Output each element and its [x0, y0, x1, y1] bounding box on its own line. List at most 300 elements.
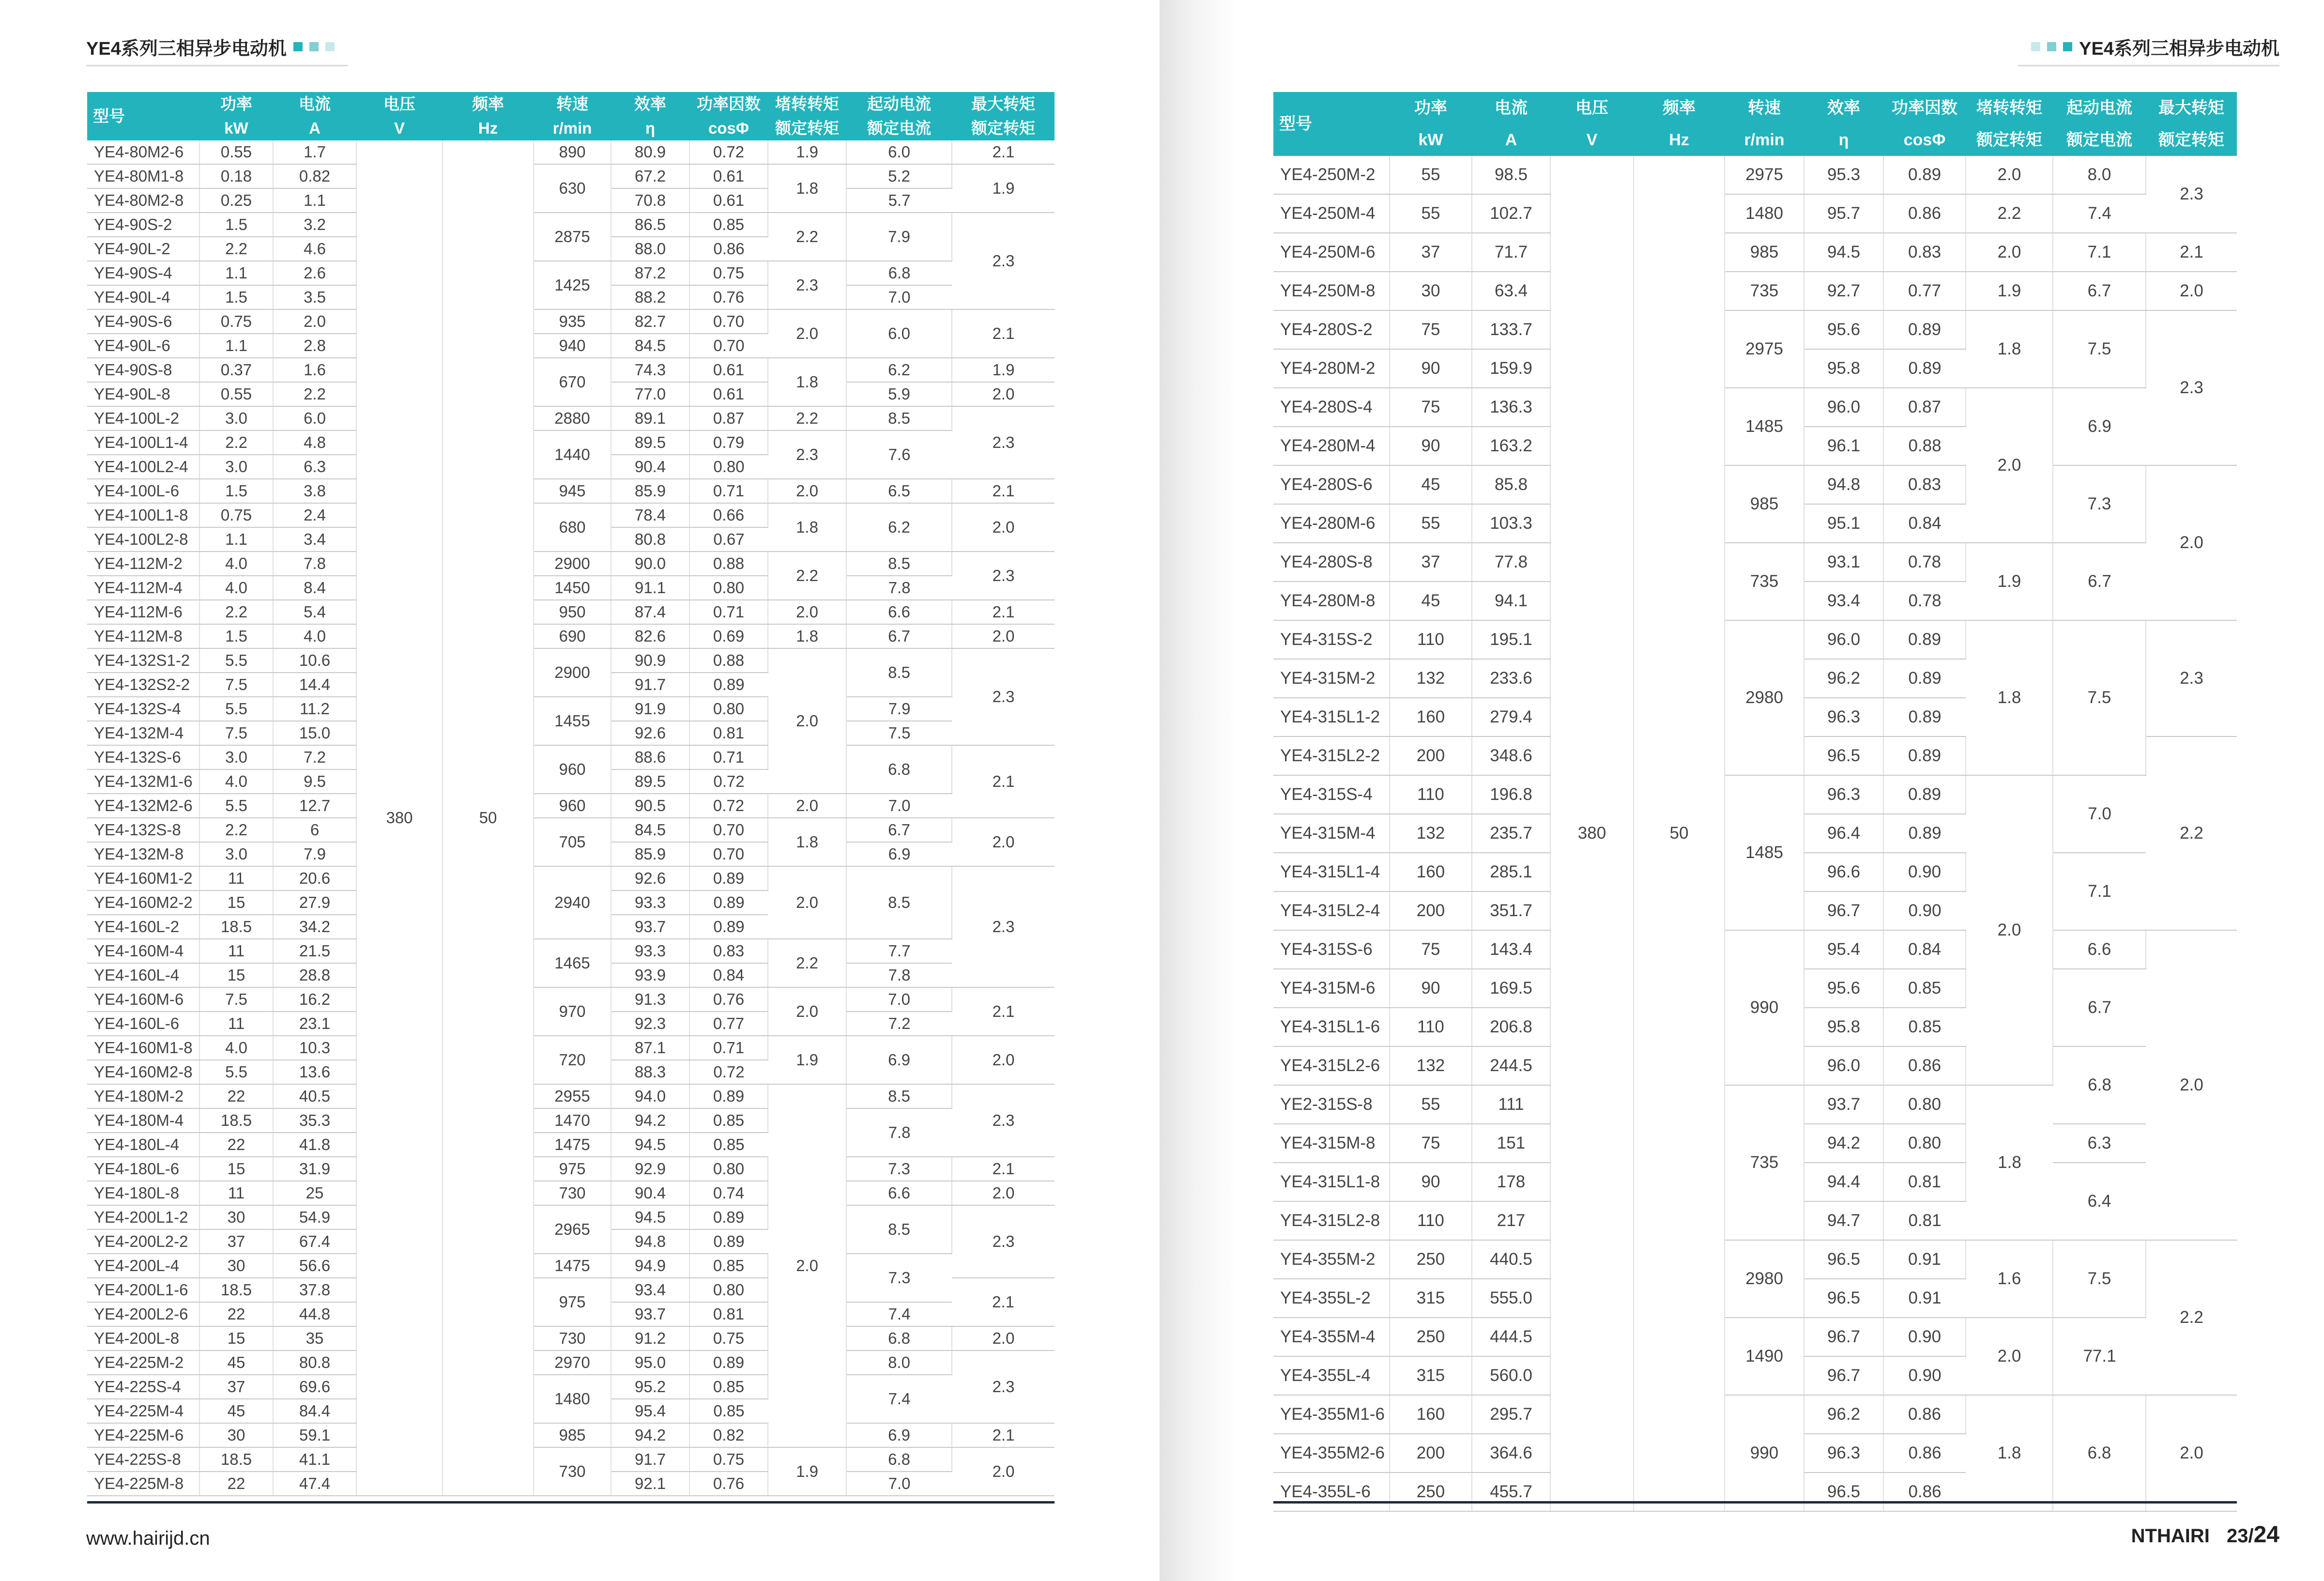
power-factor-cell: 0.76	[689, 1472, 768, 1496]
max-torque-ratio-cell: 2.3	[952, 406, 1055, 479]
model-cell: YE4-90S-4	[87, 261, 199, 285]
power-factor-cell: 0.90	[1883, 891, 1966, 930]
speed-cell: 1475	[534, 1133, 611, 1157]
current-cell: 98.5	[1472, 156, 1550, 194]
current-cell: 35.3	[273, 1108, 356, 1133]
efficiency-cell: 89.5	[611, 430, 689, 455]
starting-current-ratio-cell: 6.9	[846, 1423, 952, 1447]
column-header: 型号	[1273, 92, 1390, 156]
starting-current-ratio-cell: 5.9	[846, 382, 952, 406]
model-cell: YE4-132M1-6	[87, 769, 199, 794]
power-factor-cell: 0.89	[689, 673, 768, 697]
power-cell: 160	[1390, 853, 1472, 891]
efficiency-cell: 94.2	[611, 1108, 689, 1133]
current-cell: 206.8	[1472, 1008, 1550, 1046]
column-header: 电流	[1472, 92, 1550, 124]
efficiency-cell: 90.9	[611, 648, 689, 673]
column-unit: A	[273, 116, 356, 140]
efficiency-cell: 95.4	[1804, 930, 1883, 969]
power-cell: 18.5	[199, 915, 273, 939]
column-unit: 额定转矩	[1966, 124, 2053, 156]
locked-torque-ratio-cell: 2.0	[768, 479, 846, 503]
power-factor-cell: 0.75	[689, 1447, 768, 1472]
power-factor-cell: 0.70	[689, 309, 768, 334]
speed-cell: 680	[534, 503, 611, 552]
website-url[interactable]: www.hairijd.cn	[86, 1528, 210, 1549]
locked-torque-ratio-cell: 1.8	[1966, 1085, 2053, 1240]
left-table-header	[87, 92, 1055, 140]
starting-current-ratio-cell: 6.6	[846, 600, 952, 624]
model-cell: YE4-200L-4	[87, 1254, 199, 1278]
model-cell: YE4-200L1-2	[87, 1205, 199, 1229]
current-cell: 7.8	[273, 552, 356, 576]
power-cell: 110	[1390, 1008, 1472, 1046]
efficiency-cell: 96.7	[1804, 1318, 1883, 1356]
model-cell: YE4-315L2-4	[1273, 891, 1390, 930]
power-cell: 75	[1390, 1124, 1472, 1163]
model-cell: YE4-225S-4	[87, 1375, 199, 1399]
model-cell: YE4-315L1-6	[1273, 1008, 1390, 1046]
power-cell: 30	[199, 1423, 273, 1447]
model-cell: YE4-160M1-8	[87, 1036, 199, 1060]
left-page	[0, 0, 1160, 1581]
starting-current-ratio-cell: 6.2	[846, 503, 952, 552]
efficiency-cell: 89.1	[611, 406, 689, 430]
power-cell: 15	[199, 1326, 273, 1351]
starting-current-ratio-cell: 6.8	[2053, 1046, 2146, 1124]
column-unit: kW	[199, 116, 273, 140]
power-cell: 160	[1390, 698, 1472, 737]
locked-torque-ratio-cell: 2.0	[1966, 156, 2053, 194]
starting-current-ratio-cell: 7.0	[846, 285, 952, 309]
column-header: 电压	[1550, 92, 1634, 124]
efficiency-cell: 96.3	[1804, 1434, 1883, 1473]
table-row	[1273, 930, 2237, 969]
current-cell: 143.4	[1472, 930, 1550, 969]
table-row	[87, 1423, 1055, 1447]
locked-torque-ratio-cell: 1.9	[1966, 543, 2053, 620]
model-cell: YE4-100L2-4	[87, 455, 199, 479]
power-factor-cell: 0.61	[689, 358, 768, 382]
current-cell: 7.2	[273, 745, 356, 769]
current-cell: 111	[1472, 1085, 1550, 1124]
efficiency-cell: 82.7	[611, 309, 689, 334]
column-header: 功率因数	[689, 92, 768, 116]
current-cell: 85.8	[1472, 465, 1550, 504]
frequency-cell: 50	[443, 140, 534, 1496]
speed-cell: 985	[1725, 233, 1804, 272]
power-factor-cell: 0.83	[689, 939, 768, 963]
locked-torque-ratio-cell: 2.0	[768, 1084, 846, 1447]
starting-current-ratio-cell: 6.8	[846, 745, 952, 794]
locked-torque-ratio-cell: 2.3	[768, 430, 846, 479]
current-cell: 10.3	[273, 1036, 356, 1060]
efficiency-cell: 94.2	[1804, 1124, 1883, 1163]
column-unit: kW	[1390, 124, 1472, 156]
current-cell: 5.4	[273, 600, 356, 624]
speed-cell: 935	[534, 309, 611, 334]
efficiency-cell: 93.4	[1804, 582, 1883, 620]
efficiency-cell: 90.4	[611, 1181, 689, 1205]
starting-current-ratio-cell: 7.3	[846, 1157, 952, 1181]
locked-torque-ratio-cell: 2.0	[768, 309, 846, 358]
power-factor-cell: 0.83	[1883, 465, 1966, 504]
max-torque-ratio-cell: 2.1	[952, 479, 1055, 503]
column-header: 最大转矩	[2146, 92, 2237, 124]
efficiency-cell: 84.5	[611, 818, 689, 842]
column-header: 转速	[534, 92, 611, 116]
current-cell: 244.5	[1472, 1046, 1550, 1085]
starting-current-ratio-cell: 7.0	[846, 987, 952, 1012]
efficiency-cell: 86.5	[611, 213, 689, 237]
power-factor-cell: 0.80	[689, 455, 768, 479]
power-factor-cell: 0.84	[689, 963, 768, 987]
column-header: 功率	[1390, 92, 1472, 124]
model-cell: YE4-200L2-2	[87, 1229, 199, 1254]
power-factor-cell: 0.75	[689, 1326, 768, 1351]
power-factor-cell: 0.85	[689, 1133, 768, 1157]
power-factor-cell: 0.70	[689, 334, 768, 358]
power-cell: 7.5	[199, 987, 273, 1012]
efficiency-cell: 87.1	[611, 1036, 689, 1060]
speed-cell: 960	[534, 745, 611, 794]
header-square-icon	[2063, 42, 2072, 51]
max-torque-ratio-cell: 2.3	[952, 648, 1055, 745]
model-cell: YE4-355M-4	[1273, 1318, 1390, 1356]
model-cell: YE4-160M2-2	[87, 890, 199, 915]
header-square-icon	[309, 42, 319, 51]
starting-current-ratio-cell: 77.1	[2053, 1318, 2146, 1395]
current-cell: 35	[273, 1326, 356, 1351]
current-cell: 0.82	[273, 164, 356, 188]
locked-torque-ratio-cell: 1.6	[1966, 1240, 2053, 1318]
power-factor-cell: 0.89	[1883, 659, 1966, 698]
power-cell: 0.55	[199, 140, 273, 164]
starting-current-ratio-cell: 6.7	[846, 624, 952, 648]
column-unit: cosΦ	[689, 116, 768, 140]
speed-cell: 985	[1725, 465, 1804, 543]
power-factor-cell: 0.66	[689, 503, 768, 527]
model-cell: YE4-100L2-8	[87, 527, 199, 552]
efficiency-cell: 93.7	[611, 915, 689, 939]
current-cell: 195.1	[1472, 620, 1550, 659]
model-cell: YE4-315M-2	[1273, 659, 1390, 698]
table-row	[87, 1326, 1055, 1351]
current-cell: 351.7	[1472, 891, 1550, 930]
power-factor-cell: 0.80	[689, 697, 768, 721]
power-cell: 132	[1390, 659, 1472, 698]
speed-cell: 1485	[1725, 775, 1804, 930]
power-cell: 2.2	[199, 818, 273, 842]
model-cell: YE4-180L-4	[87, 1133, 199, 1157]
model-cell: YE4-315L1-8	[1273, 1163, 1390, 1201]
column-header: 电压	[356, 92, 443, 116]
starting-current-ratio-cell: 6.7	[846, 818, 952, 842]
power-factor-cell: 0.87	[1883, 388, 1966, 427]
power-cell: 3.0	[199, 406, 273, 430]
table-row	[1273, 388, 2237, 427]
efficiency-cell: 80.8	[611, 527, 689, 552]
power-factor-cell: 0.74	[689, 1181, 768, 1205]
efficiency-cell: 94.8	[611, 1229, 689, 1254]
current-cell: 12.7	[273, 794, 356, 818]
speed-cell: 735	[1725, 1085, 1804, 1240]
column-header: 功率	[199, 92, 273, 116]
model-cell: YE4-132S-6	[87, 745, 199, 769]
current-cell: 3.2	[273, 213, 356, 237]
starting-current-ratio-cell: 7.4	[846, 1302, 952, 1326]
table-row	[87, 358, 1055, 382]
current-cell: 1.6	[273, 358, 356, 382]
power-factor-cell: 0.89	[1883, 814, 1966, 853]
model-cell: YE4-80M2-6	[87, 140, 199, 164]
table-row	[87, 745, 1055, 769]
table-row	[87, 1254, 1055, 1278]
max-torque-ratio-cell: 2.1	[952, 309, 1055, 358]
power-cell: 1.1	[199, 334, 273, 358]
starting-current-ratio-cell: 6.8	[846, 1447, 952, 1472]
power-cell: 200	[1390, 891, 1472, 930]
model-cell: YE4-90S-6	[87, 309, 199, 334]
current-cell: 2.6	[273, 261, 356, 285]
model-cell: YE4-160M-6	[87, 987, 199, 1012]
power-factor-cell: 0.89	[689, 890, 768, 915]
efficiency-cell: 93.4	[611, 1278, 689, 1302]
locked-torque-ratio-cell: 2.2	[768, 552, 846, 600]
model-cell: YE4-132S-8	[87, 818, 199, 842]
column-header: 堵转转矩	[1966, 92, 2053, 124]
locked-torque-ratio-cell: 1.9	[1966, 272, 2053, 310]
power-cell: 15	[199, 1157, 273, 1181]
locked-torque-ratio-cell: 2.0	[768, 794, 846, 818]
efficiency-cell: 95.6	[1804, 310, 1883, 349]
model-cell: YE4-355M2-6	[1273, 1434, 1390, 1473]
voltage-cell: 380	[356, 140, 443, 1496]
current-cell: 295.7	[1472, 1395, 1550, 1434]
right-spec-table	[1273, 92, 2237, 1512]
power-factor-cell: 0.89	[1883, 737, 1966, 775]
speed-cell: 1450	[534, 576, 611, 600]
locked-torque-ratio-cell: 2.3	[768, 261, 846, 309]
model-cell: YE4-355L-6	[1273, 1473, 1390, 1511]
model-cell: YE4-315L1-4	[1273, 853, 1390, 891]
model-cell: YE4-132S1-2	[87, 648, 199, 673]
model-cell: YE4-280M-4	[1273, 427, 1390, 465]
model-cell: YE4-315S-2	[1273, 620, 1390, 659]
power-factor-cell: 0.91	[1883, 1240, 1966, 1279]
model-cell: YE4-90S-2	[87, 213, 199, 237]
power-cell: 11	[199, 939, 273, 963]
current-cell: 47.4	[273, 1472, 356, 1496]
power-cell: 1.1	[199, 527, 273, 552]
speed-cell: 2955	[534, 1084, 611, 1108]
speed-cell: 1455	[534, 697, 611, 745]
model-cell: YE4-280M-8	[1273, 582, 1390, 620]
efficiency-cell: 89.5	[611, 769, 689, 794]
power-factor-cell: 0.89	[689, 1229, 768, 1254]
current-cell: 3.4	[273, 527, 356, 552]
efficiency-cell: 87.4	[611, 600, 689, 624]
table-row	[87, 1108, 1055, 1133]
power-factor-cell: 0.76	[689, 285, 768, 309]
current-cell: 2.8	[273, 334, 356, 358]
speed-cell: 730	[534, 1181, 611, 1205]
current-cell: 37.8	[273, 1278, 356, 1302]
current-cell: 6	[273, 818, 356, 842]
model-cell: YE4-160L-2	[87, 915, 199, 939]
model-cell: YE4-80M2-8	[87, 188, 199, 213]
speed-cell: 2900	[534, 552, 611, 576]
power-cell: 0.55	[199, 382, 273, 406]
speed-cell: 730	[534, 1447, 611, 1496]
power-factor-cell: 0.70	[689, 842, 768, 866]
max-torque-ratio-cell: 2.0	[952, 1326, 1055, 1351]
current-cell: 56.6	[273, 1254, 356, 1278]
speed-cell: 2975	[1725, 310, 1804, 388]
power-factor-cell: 0.86	[1883, 1046, 1966, 1085]
power-factor-cell: 0.79	[689, 430, 768, 455]
model-cell: YE4-315L2-6	[1273, 1046, 1390, 1085]
table-row	[87, 1447, 1055, 1472]
power-cell: 45	[199, 1351, 273, 1375]
power-cell: 1.5	[199, 285, 273, 309]
starting-current-ratio-cell: 7.7	[846, 939, 952, 963]
max-torque-ratio-cell: 2.3	[952, 866, 1055, 987]
speed-cell: 1480	[534, 1375, 611, 1423]
model-cell: YE4-280S-2	[1273, 310, 1390, 349]
model-cell: YE4-280S-6	[1273, 465, 1390, 504]
power-cell: 250	[1390, 1240, 1472, 1279]
column-unit: r/min	[1725, 124, 1804, 156]
current-cell: 11.2	[273, 697, 356, 721]
column-unit: V	[1550, 124, 1634, 156]
power-factor-cell: 0.88	[689, 552, 768, 576]
locked-torque-ratio-cell: 2.2	[1966, 194, 2053, 233]
column-unit: η	[611, 116, 689, 140]
table-row	[87, 552, 1055, 576]
efficiency-cell: 95.1	[1804, 504, 1883, 543]
power-cell: 55	[1390, 156, 1472, 194]
power-factor-cell: 0.87	[689, 406, 768, 430]
current-cell: 84.4	[273, 1399, 356, 1423]
table-row	[1273, 156, 2237, 194]
locked-torque-ratio-cell: 1.8	[768, 164, 846, 213]
power-cell: 1.5	[199, 213, 273, 237]
model-cell: YE4-112M-8	[87, 624, 199, 648]
speed-cell: 975	[534, 1157, 611, 1181]
power-cell: 18.5	[199, 1447, 273, 1472]
efficiency-cell: 91.7	[611, 673, 689, 697]
power-factor-cell: 0.89	[689, 1351, 768, 1375]
locked-torque-ratio-cell: 1.8	[768, 503, 846, 552]
power-cell: 18.5	[199, 1108, 273, 1133]
column-unit: 额定电流	[2053, 124, 2146, 156]
speed-cell: 960	[534, 794, 611, 818]
efficiency-cell: 92.7	[1804, 272, 1883, 310]
page-number-left: 23	[2226, 1525, 2248, 1547]
power-factor-cell: 0.89	[1883, 620, 1966, 659]
efficiency-cell: 94.4	[1804, 1163, 1883, 1201]
table-row	[87, 600, 1055, 624]
starting-current-ratio-cell: 7.8	[846, 576, 952, 600]
starting-current-ratio-cell: 6.9	[2053, 388, 2146, 465]
table-row	[87, 1036, 1055, 1060]
efficiency-cell: 91.9	[611, 697, 689, 721]
efficiency-cell: 95.6	[1804, 969, 1883, 1008]
locked-torque-ratio-cell: 2.0	[1966, 1318, 2053, 1395]
power-cell: 7.5	[199, 721, 273, 745]
current-cell: 10.6	[273, 648, 356, 673]
starting-current-ratio-cell: 5.7	[846, 188, 952, 213]
power-factor-cell: 0.77	[1883, 272, 1966, 310]
power-factor-cell: 0.89	[1883, 310, 1966, 349]
table-row	[87, 1181, 1055, 1205]
column-unit: V	[356, 116, 443, 140]
efficiency-cell: 87.2	[611, 261, 689, 285]
power-cell: 132	[1390, 1046, 1472, 1085]
model-cell: YE4-280S-8	[1273, 543, 1390, 582]
power-cell: 30	[199, 1254, 273, 1278]
current-cell: 7.9	[273, 842, 356, 866]
efficiency-cell: 94.0	[611, 1084, 689, 1108]
table-row	[87, 624, 1055, 648]
column-header: 频率	[443, 92, 534, 116]
column-header: 效率	[1804, 92, 1883, 124]
power-cell: 75	[1390, 310, 1472, 349]
efficiency-cell: 96.5	[1804, 1240, 1883, 1279]
right-page	[1160, 0, 2324, 1581]
efficiency-cell: 96.0	[1804, 620, 1883, 659]
model-cell: YE4-90L-6	[87, 334, 199, 358]
power-factor-cell: 0.85	[689, 1254, 768, 1278]
max-torque-ratio-cell: 2.3	[952, 1084, 1055, 1157]
table-row	[87, 213, 1055, 237]
current-cell: 2.0	[273, 309, 356, 334]
header-row	[1273, 92, 2237, 124]
power-factor-cell: 0.72	[689, 769, 768, 794]
locked-torque-ratio-cell: 2.0	[1966, 388, 2053, 543]
efficiency-cell: 91.2	[611, 1326, 689, 1351]
model-cell: YE4-160L-4	[87, 963, 199, 987]
model-cell: YE4-100L1-4	[87, 430, 199, 455]
table-row	[87, 309, 1055, 334]
current-cell: 235.7	[1472, 814, 1550, 853]
power-cell: 2.2	[199, 237, 273, 261]
power-cell: 45	[1390, 465, 1472, 504]
current-cell: 6.0	[273, 406, 356, 430]
column-header: 电流	[273, 92, 356, 116]
current-cell: 440.5	[1472, 1240, 1550, 1279]
power-cell: 2.2	[199, 430, 273, 455]
table-row	[1273, 620, 2237, 659]
power-cell: 22	[199, 1084, 273, 1108]
starting-current-ratio-cell: 6.7	[2053, 272, 2146, 310]
power-cell: 3.0	[199, 455, 273, 479]
locked-torque-ratio-cell: 1.8	[768, 358, 846, 406]
current-cell: 133.7	[1472, 310, 1550, 349]
efficiency-cell: 96.5	[1804, 737, 1883, 775]
column-header: 频率	[1634, 92, 1725, 124]
model-cell: YE4-315M-6	[1273, 969, 1390, 1008]
power-factor-cell: 0.86	[689, 237, 768, 261]
max-torque-ratio-cell: 1.9	[952, 164, 1055, 213]
locked-torque-ratio-cell: 2.0	[768, 600, 846, 624]
starting-current-ratio-cell: 6.0	[846, 140, 952, 164]
power-factor-cell: 0.71	[689, 600, 768, 624]
max-torque-ratio-cell: 2.1	[952, 987, 1055, 1036]
power-cell: 5.5	[199, 794, 273, 818]
current-cell: 4.8	[273, 430, 356, 455]
